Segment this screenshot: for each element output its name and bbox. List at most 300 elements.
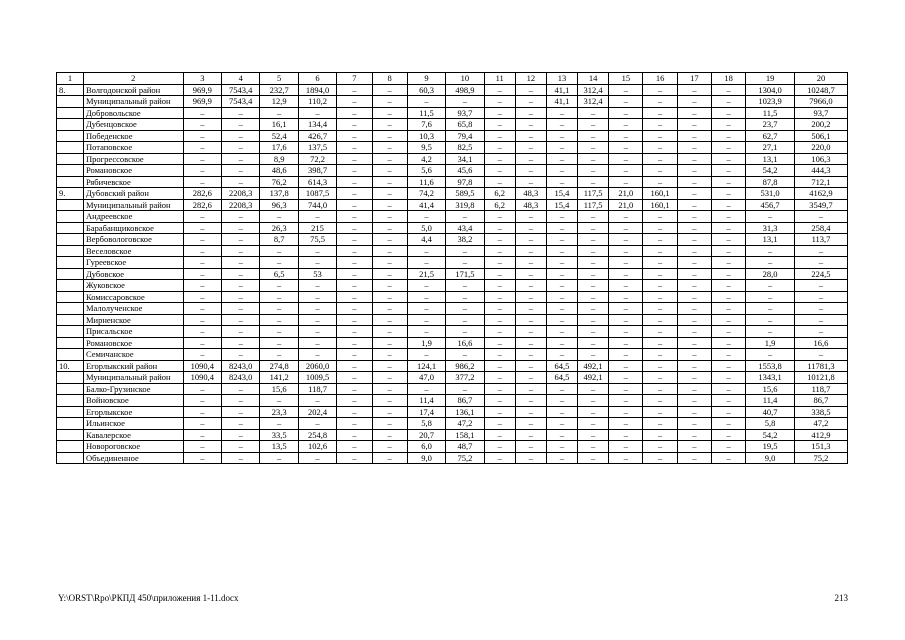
value-cell: – (578, 257, 609, 269)
value-cell: – (183, 291, 221, 303)
value-cell: – (643, 211, 677, 223)
row-number-cell (57, 314, 84, 326)
value-cell: 8,9 (260, 153, 298, 165)
value-cell: – (260, 314, 298, 326)
value-cell: – (183, 383, 221, 395)
value-cell: 23,3 (260, 406, 298, 418)
value-cell: – (337, 429, 372, 441)
value-cell: – (337, 257, 372, 269)
value-cell: – (677, 452, 711, 464)
value-cell: – (711, 291, 745, 303)
table-row (57, 418, 848, 430)
value-cell: 312,4 (578, 84, 609, 96)
value-cell: – (677, 153, 711, 165)
table-row (57, 452, 848, 464)
value-cell: 11,5 (407, 107, 445, 119)
value-cell: – (609, 372, 643, 384)
value-cell: – (578, 222, 609, 234)
value-cell: 6,5 (260, 268, 298, 280)
value-cell: 62,7 (746, 130, 795, 142)
value-cell: – (677, 303, 711, 315)
value-cell: – (643, 383, 677, 395)
value-cell: – (794, 326, 847, 338)
value-cell: – (546, 429, 577, 441)
value-cell: – (337, 142, 372, 154)
value-cell: 15,4 (546, 199, 577, 211)
value-cell: – (337, 130, 372, 142)
value-cell: – (222, 337, 260, 349)
value-cell: 1304,0 (746, 84, 795, 96)
value-cell: – (546, 395, 577, 407)
value-cell: 7966,0 (794, 96, 847, 108)
value-cell: – (677, 291, 711, 303)
value-cell: – (711, 326, 745, 338)
table-row (57, 211, 848, 223)
value-cell: 4,4 (407, 234, 445, 246)
value-cell: – (484, 326, 515, 338)
value-cell: – (711, 84, 745, 96)
name-cell: Ильинское (83, 418, 183, 430)
value-cell: 338,5 (794, 406, 847, 418)
value-cell: – (260, 257, 298, 269)
value-cell: – (484, 406, 515, 418)
value-cell: 134,4 (298, 119, 336, 131)
value-cell: – (298, 257, 336, 269)
value-cell: – (609, 441, 643, 453)
value-cell: – (711, 349, 745, 361)
name-cell: Мирненское (83, 314, 183, 326)
value-cell: 11,6 (407, 176, 445, 188)
name-cell: Барабанщиковское (83, 222, 183, 234)
value-cell: 137,8 (260, 188, 298, 200)
value-cell: – (546, 337, 577, 349)
value-cell: – (222, 429, 260, 441)
value-cell: 200,2 (794, 119, 847, 131)
value-cell: 47,2 (446, 418, 484, 430)
value-cell: – (260, 107, 298, 119)
value-cell: – (578, 383, 609, 395)
value-cell: – (578, 303, 609, 315)
value-cell: 75,5 (298, 234, 336, 246)
value-cell: – (677, 395, 711, 407)
value-cell: – (643, 303, 677, 315)
row-number-cell: 8. (57, 84, 84, 96)
value-cell: 282,6 (183, 188, 221, 200)
value-cell: – (609, 96, 643, 108)
value-cell: – (643, 360, 677, 372)
value-cell: 117,5 (578, 188, 609, 200)
row-number-cell (57, 176, 84, 188)
value-cell: – (484, 372, 515, 384)
value-cell: – (609, 349, 643, 361)
value-cell: – (711, 130, 745, 142)
value-cell: 3549,7 (794, 199, 847, 211)
value-cell: – (546, 280, 577, 292)
value-cell: 15,6 (746, 383, 795, 395)
value-cell: – (372, 349, 407, 361)
value-cell: 19,5 (746, 441, 795, 453)
value-cell: 1,9 (746, 337, 795, 349)
value-cell: – (222, 291, 260, 303)
value-cell: – (643, 257, 677, 269)
value-cell: 220,0 (794, 142, 847, 154)
name-cell: Егорлыкский район (83, 360, 183, 372)
value-cell: – (643, 153, 677, 165)
value-cell: – (222, 418, 260, 430)
value-cell: – (677, 176, 711, 188)
value-cell: – (407, 291, 445, 303)
table-row (57, 303, 848, 315)
table-body (57, 73, 848, 464)
value-cell: – (609, 176, 643, 188)
name-cell: Муниципальный район (83, 96, 183, 108)
table-row (57, 176, 848, 188)
value-cell: – (484, 245, 515, 257)
value-cell: 7543,4 (222, 84, 260, 96)
value-cell: 531,0 (746, 188, 795, 200)
value-cell: – (711, 245, 745, 257)
value-cell: – (337, 291, 372, 303)
value-cell: – (222, 211, 260, 223)
value-cell: 16 (643, 73, 677, 85)
value-cell: 75,2 (446, 452, 484, 464)
value-cell: 48,3 (515, 199, 546, 211)
value-cell: – (446, 314, 484, 326)
value-cell: – (515, 268, 546, 280)
value-cell: 79,4 (446, 130, 484, 142)
value-cell: – (677, 360, 711, 372)
table-row (57, 199, 848, 211)
value-cell: – (677, 406, 711, 418)
value-cell: – (609, 395, 643, 407)
value-cell: – (337, 245, 372, 257)
value-cell: 82,5 (446, 142, 484, 154)
name-cell: Малолученское (83, 303, 183, 315)
value-cell: – (407, 326, 445, 338)
value-cell: – (609, 84, 643, 96)
value-cell: – (643, 418, 677, 430)
value-cell: 215 (298, 222, 336, 234)
value-cell: 589,5 (446, 188, 484, 200)
value-cell: – (222, 257, 260, 269)
value-cell: 274,8 (260, 360, 298, 372)
table-row (57, 107, 848, 119)
value-cell: 10248,7 (794, 84, 847, 96)
value-cell: 969,9 (183, 84, 221, 96)
value-cell: 11,4 (407, 395, 445, 407)
value-cell: – (407, 211, 445, 223)
value-cell: – (677, 130, 711, 142)
value-cell: – (609, 418, 643, 430)
name-cell: Егорлыкское (83, 406, 183, 418)
value-cell: 12,9 (260, 96, 298, 108)
value-cell: – (711, 176, 745, 188)
value-cell: – (298, 291, 336, 303)
value-cell: – (578, 314, 609, 326)
value-cell: – (446, 291, 484, 303)
value-cell: 224,5 (794, 268, 847, 280)
value-cell: – (677, 337, 711, 349)
table-row (57, 245, 848, 257)
value-cell: 4162,9 (794, 188, 847, 200)
value-cell: – (372, 107, 407, 119)
value-cell: – (337, 303, 372, 315)
name-cell: Балко-Грузинское (83, 383, 183, 395)
value-cell: 97,8 (446, 176, 484, 188)
value-cell: – (337, 211, 372, 223)
value-cell: – (711, 395, 745, 407)
value-cell: – (222, 406, 260, 418)
data-table (56, 72, 848, 464)
value-cell: – (515, 280, 546, 292)
value-cell: – (446, 383, 484, 395)
value-cell: 14 (578, 73, 609, 85)
value-cell: – (677, 429, 711, 441)
value-cell: – (222, 153, 260, 165)
value-cell: 75,2 (794, 452, 847, 464)
value-cell: – (337, 234, 372, 246)
value-cell: 137,5 (298, 142, 336, 154)
name-cell: Добровольское (83, 107, 183, 119)
value-cell: – (372, 441, 407, 453)
value-cell: – (372, 360, 407, 372)
value-cell: – (643, 119, 677, 131)
value-cell: 19 (746, 73, 795, 85)
value-cell: – (260, 349, 298, 361)
value-cell: – (372, 165, 407, 177)
value-cell: – (794, 257, 847, 269)
value-cell: 33,5 (260, 429, 298, 441)
value-cell: – (298, 349, 336, 361)
value-cell: 6,0 (407, 441, 445, 453)
value-cell: – (746, 280, 795, 292)
value-cell: – (222, 314, 260, 326)
value-cell: – (222, 245, 260, 257)
value-cell: – (609, 142, 643, 154)
value-cell: – (711, 372, 745, 384)
value-cell: – (578, 245, 609, 257)
value-cell: – (515, 406, 546, 418)
value-cell: 1090,4 (183, 372, 221, 384)
value-cell: – (677, 188, 711, 200)
value-cell: – (337, 314, 372, 326)
value-cell: – (337, 84, 372, 96)
value-cell: – (578, 406, 609, 418)
row-number-cell (57, 291, 84, 303)
value-cell: 712,1 (794, 176, 847, 188)
value-cell: – (183, 406, 221, 418)
row-number-cell (57, 119, 84, 131)
value-cell: – (484, 337, 515, 349)
value-cell: – (484, 84, 515, 96)
value-cell: – (260, 337, 298, 349)
value-cell: 492,1 (578, 360, 609, 372)
value-cell: – (222, 383, 260, 395)
value-cell: – (677, 383, 711, 395)
value-cell: – (578, 291, 609, 303)
value-cell: – (794, 303, 847, 315)
table-row (57, 130, 848, 142)
value-cell: 6,2 (484, 199, 515, 211)
value-cell: – (794, 245, 847, 257)
value-cell: 1087,5 (298, 188, 336, 200)
value-cell: – (546, 441, 577, 453)
name-cell: Муниципальный район (83, 199, 183, 211)
value-cell: – (643, 337, 677, 349)
value-cell: – (183, 349, 221, 361)
value-cell: – (546, 130, 577, 142)
value-cell: – (578, 107, 609, 119)
value-cell: 136,1 (446, 406, 484, 418)
value-cell: – (372, 337, 407, 349)
value-cell: 117,5 (578, 199, 609, 211)
value-cell: 41,4 (407, 199, 445, 211)
row-number-cell (57, 222, 84, 234)
table-row (57, 372, 848, 384)
value-cell: – (711, 96, 745, 108)
value-cell: – (711, 383, 745, 395)
name-cell: Победенское (83, 130, 183, 142)
value-cell: – (515, 211, 546, 223)
table-row (57, 337, 848, 349)
value-cell: 11781,3 (794, 360, 847, 372)
name-cell: Жуковское (83, 280, 183, 292)
value-cell: – (677, 418, 711, 430)
value-cell: – (407, 257, 445, 269)
value-cell: – (484, 257, 515, 269)
value-cell: 28,0 (746, 268, 795, 280)
value-cell: – (407, 303, 445, 315)
value-cell: 102,6 (298, 441, 336, 453)
value-cell: 9,5 (407, 142, 445, 154)
name-cell: Прогрессовское (83, 153, 183, 165)
value-cell: 118,7 (794, 383, 847, 395)
value-cell: – (446, 280, 484, 292)
value-cell: – (578, 211, 609, 223)
value-cell: – (484, 176, 515, 188)
name-cell: Присальское (83, 326, 183, 338)
value-cell: – (546, 406, 577, 418)
row-number-cell (57, 349, 84, 361)
row-number-cell (57, 326, 84, 338)
value-cell: 38,2 (446, 234, 484, 246)
value-cell: 86,7 (446, 395, 484, 407)
value-cell: – (337, 280, 372, 292)
name-cell: Дубовское (83, 268, 183, 280)
value-cell: – (484, 314, 515, 326)
table-row (57, 280, 848, 292)
value-cell: – (643, 107, 677, 119)
value-cell: – (643, 222, 677, 234)
value-cell: – (372, 452, 407, 464)
value-cell: – (183, 130, 221, 142)
value-cell: 412,9 (794, 429, 847, 441)
value-cell: – (260, 303, 298, 315)
value-cell: – (546, 418, 577, 430)
value-cell: – (298, 314, 336, 326)
value-cell: 456,7 (746, 199, 795, 211)
table-row (57, 165, 848, 177)
value-cell: – (407, 314, 445, 326)
value-cell: – (222, 441, 260, 453)
value-cell: 11,4 (746, 395, 795, 407)
value-cell: – (515, 418, 546, 430)
value-cell: 16,6 (446, 337, 484, 349)
value-cell: – (515, 337, 546, 349)
value-cell: – (578, 429, 609, 441)
value-cell: – (222, 107, 260, 119)
value-cell: – (546, 314, 577, 326)
table-row (57, 188, 848, 200)
value-cell: – (337, 360, 372, 372)
value-cell: 21,0 (609, 199, 643, 211)
value-cell: – (372, 383, 407, 395)
name-cell: Вербовологовское (83, 234, 183, 246)
value-cell: 13,5 (260, 441, 298, 453)
value-cell: – (298, 418, 336, 430)
value-cell: – (298, 303, 336, 315)
row-number-cell (57, 441, 84, 453)
value-cell: – (677, 165, 711, 177)
value-cell: 17,4 (407, 406, 445, 418)
value-cell: – (578, 130, 609, 142)
value-cell: 8243,0 (222, 372, 260, 384)
value-cell: – (484, 291, 515, 303)
value-cell: – (515, 176, 546, 188)
value-cell: – (643, 280, 677, 292)
value-cell: 7543,4 (222, 96, 260, 108)
value-cell: 1009,5 (298, 372, 336, 384)
value-cell: – (337, 188, 372, 200)
value-cell: 15,6 (260, 383, 298, 395)
value-cell: 13,1 (746, 153, 795, 165)
row-number-cell (57, 429, 84, 441)
value-cell: 8,7 (260, 234, 298, 246)
value-cell: – (546, 303, 577, 315)
value-cell: 1,9 (407, 337, 445, 349)
value-cell: – (222, 130, 260, 142)
value-cell: – (484, 211, 515, 223)
value-cell: 506,1 (794, 130, 847, 142)
value-cell: – (484, 429, 515, 441)
value-cell: 124,1 (407, 360, 445, 372)
value-cell: – (372, 268, 407, 280)
value-cell: – (222, 395, 260, 407)
table-row (57, 360, 848, 372)
value-cell: – (372, 153, 407, 165)
row-number-cell: 10. (57, 360, 84, 372)
value-cell: – (337, 349, 372, 361)
value-cell: – (677, 314, 711, 326)
value-cell: – (677, 211, 711, 223)
value-cell: – (372, 188, 407, 200)
value-cell: – (484, 383, 515, 395)
value-cell: – (746, 349, 795, 361)
value-cell: – (183, 429, 221, 441)
value-cell: – (677, 199, 711, 211)
name-cell: Веселовское (83, 245, 183, 257)
value-cell: 5,6 (407, 165, 445, 177)
value-cell: 118,7 (298, 383, 336, 395)
row-number-cell (57, 418, 84, 430)
value-cell: 498,9 (446, 84, 484, 96)
value-cell: 48,3 (515, 188, 546, 200)
value-cell: – (677, 234, 711, 246)
value-cell: – (337, 176, 372, 188)
value-cell: – (643, 349, 677, 361)
value-cell: 41,1 (546, 96, 577, 108)
value-cell: 18 (711, 73, 745, 85)
